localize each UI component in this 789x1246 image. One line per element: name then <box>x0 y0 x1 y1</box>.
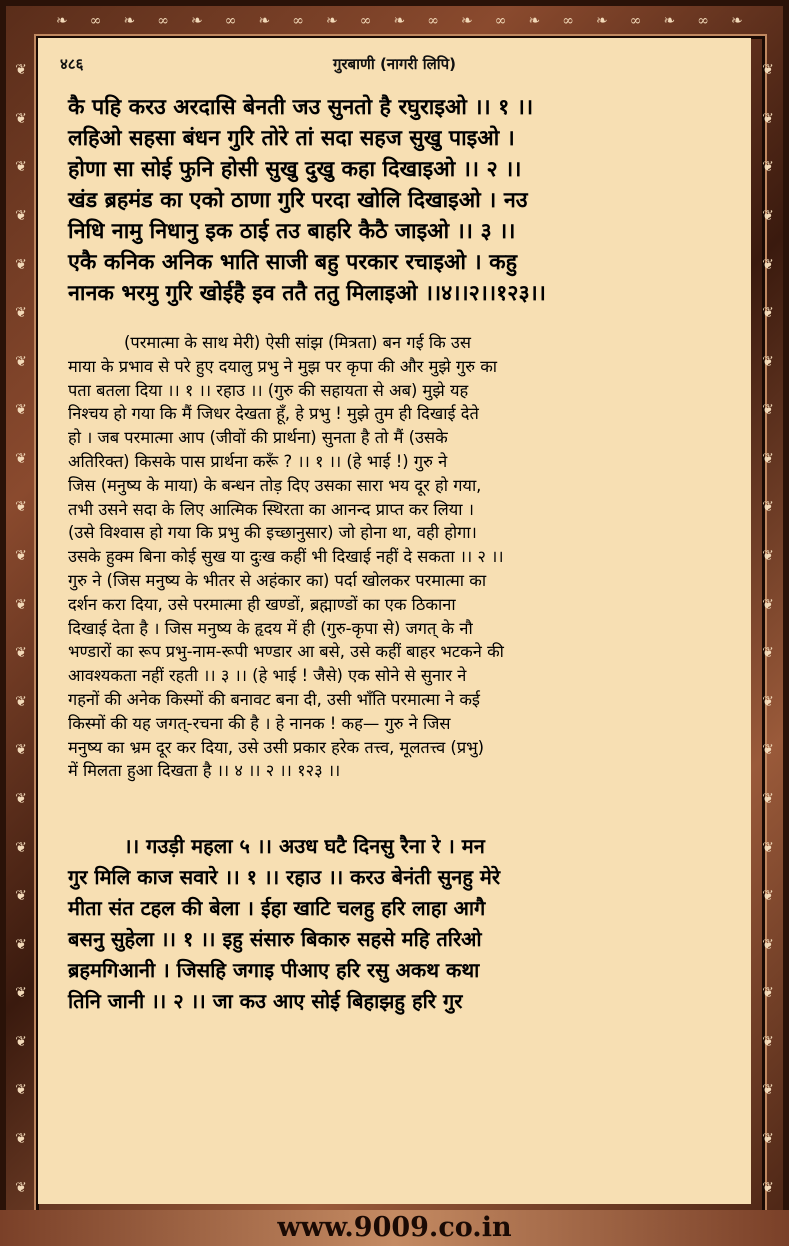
page-title: गुरबाणी (नागरी लिपि) <box>332 55 457 73</box>
verse-line: खंड ब्रहमंड का एको ठाणा गुरि परदा खोलि दिखाइओ । नउ <box>68 188 528 213</box>
translation-line: निश्चय हो गया कि मैं जिधर देखता हूँ, हे प्रभु ! मुझे तुम ही दिखाई देते <box>68 404 479 424</box>
translation-line: मनुष्य का भ्रम दूर कर दिया, उसे उसी प्रकार हरेक तत्त्व, मूलतत्त्व (प्रभु) <box>68 737 485 757</box>
translation-line: तभी उसने सदा के लिए आत्मिक स्थिरता का आनन्द प्राप्त कर लिया । <box>68 499 474 519</box>
verse-block-1 <box>68 92 729 309</box>
translation-line: गहनों की अनेक किस्मों की बनावट बना दी, उसी भाँति परमात्मा ने कई <box>68 689 480 709</box>
website-link[interactable]: www.9009.co.in <box>277 1212 512 1243</box>
translation-line: उसके हुक्म बिना कोई सुख या दुःख कहीं भी दिखाई नहीं दे सकता ।। २ ।। <box>68 547 504 567</box>
verse-line: कै पहि करउ अरदासि बेनती जउ सुनतो है रघुराइओ ।। १ ।। <box>68 95 534 120</box>
translation-line: माया के प्रभाव से परे हुए दयालु प्रभु ने मुझ पर कृपा की और मुझे गुरु का <box>68 356 498 376</box>
verse-line: बसनु सुहेला ।। १ ।। इहु संसारु बिकारु सहसे महि तरिओ <box>68 927 482 952</box>
translation-line: दिखाई देता है । जिस मनुष्य के हृदय में ही (गुरु-कृपा से) जगत् के नौ <box>68 618 473 638</box>
verse-block-2 <box>68 831 729 1017</box>
translation-line: दर्शन करा दिया, उसे परमात्मा ही खण्डों, ब्रह्माण्डों का एक ठिकाना <box>68 594 456 614</box>
top-ornament-row: ❧ ∞ ❧ ∞ ❧ ∞ ❧ ∞ ❧ ∞ ❧ ∞ ❧ ∞ ❧ ∞ ❧ ∞ ❧ ∞ ❧ <box>56 13 745 29</box>
translation-line: में मिलता हुआ दिखता है ।। ४ ।। २ ।। १२३ ।। <box>68 761 341 781</box>
right-ornament-column: ❦ ❦ ❦ ❦ ❦ ❦ ❦ ❦ ❦ ❦ ❦ ❦ ❦ ❦ ❦ ❦ ❦ ❦ ❦ ❦ ❦ ❦ ❦ ❦ <box>762 62 774 1196</box>
translation-line: किस्मों की यह जगत्-रचना की है । हे नानक ! कह— गुरु ने जिस <box>68 713 451 733</box>
translation-line: जिस (मनुष्य के माया) के बन्धन तोड़ दिए उसका सारा भय दूर हो गया, <box>68 475 482 495</box>
verse-line: गुर मिलि काज सवारे ।। १ ।। रहाउ ।। करउ बेनंती सुनहु मेरे <box>68 865 501 890</box>
verse-line: होणा सा सोई फुनि होसी सुखु दुखु कहा दिखाइओ ।। २ ।। <box>68 157 522 182</box>
verse-line: एकै कनिक अनिक भाति साजी बहु परकार रचाइओ । कहु <box>68 250 518 275</box>
verse-line: लहिओ सहसा बंधन गुरि तोरे तां सदा सहज सुखु पाइओ । <box>68 126 515 151</box>
translation-line: हो । जब परमात्मा आप (जीवों की प्रार्थना) सुनता है तो मैं (उसके <box>68 428 448 448</box>
translation-line: भण्डारों का रूप प्रभु-नाम-रूपी भण्डार आ बसे, उसे कहीं बाहर भटकने की <box>68 642 504 662</box>
verse-line: ।। गउड़ी महला ५ ।। अउध घटै दिनसु रैना रे । मन <box>124 834 485 859</box>
scripture-page <box>38 38 751 1204</box>
left-ornament-column: ❦ ❦ ❦ ❦ ❦ ❦ ❦ ❦ ❦ ❦ ❦ ❦ ❦ ❦ ❦ ❦ ❦ ❦ ❦ ❦ ❦ ❦ ❦ ❦ <box>15 62 27 1196</box>
verse-line: मीता संत टहल की बेला । ईहा खाटि चलहु हरि लाहा आगै <box>68 896 486 921</box>
website-footer[interactable] <box>0 1210 789 1246</box>
verse-line: ब्रहमगिआनी । जिसहि जगाइ पीआए हरि रसु अकथ कथा <box>68 958 480 983</box>
translation-line: पता बतला दिया ।। १ ।। रहाउ ।। (गुरु की सहायता से अब) मुझे यह <box>68 380 469 400</box>
page-header <box>60 54 729 82</box>
verse-line: नानक भरमु गुरि खोईहै इव ततै ततु मिलाइओ ।।४।।२।।१२३।। <box>68 281 546 306</box>
page-number: ४८६ <box>60 55 84 73</box>
translation-line: गुरु ने (जिस मनुष्य के भीतर से अहंकार का) पर्दा खोलकर परमात्मा का <box>68 570 487 590</box>
translation-line: अतिरिक्त) किसके पास प्रार्थना करूँ ? ।। १ ।। (हे भाई !) गुरु ने <box>68 451 448 471</box>
verse-line: निधि नामु निधानु इक ठाई तउ बाहरि कैठै जाइओ ।। ३ ।। <box>68 219 516 244</box>
translation-line: आवश्यकता नहीं रहती ।। ३ ।। (हे भाई ! जैसे) एक सोने से सुनार ने <box>68 666 467 686</box>
translation-line: (परमात्मा के साथ मेरी) ऐसी सांझ (मित्रता) बन गई कि उस <box>124 333 471 352</box>
translation-block <box>68 331 729 783</box>
swirl-ornament-icon: ❧ <box>56 13 70 29</box>
translation-line: (उसे विश्वास हो गया कि प्रभु की इच्छानुसार) जो होना था, वही होगा। <box>68 523 477 543</box>
verse-line: तिनि जानी ।। २ ।। जा कउ आए सोई बिहाझहु हरि गुर <box>68 989 463 1014</box>
